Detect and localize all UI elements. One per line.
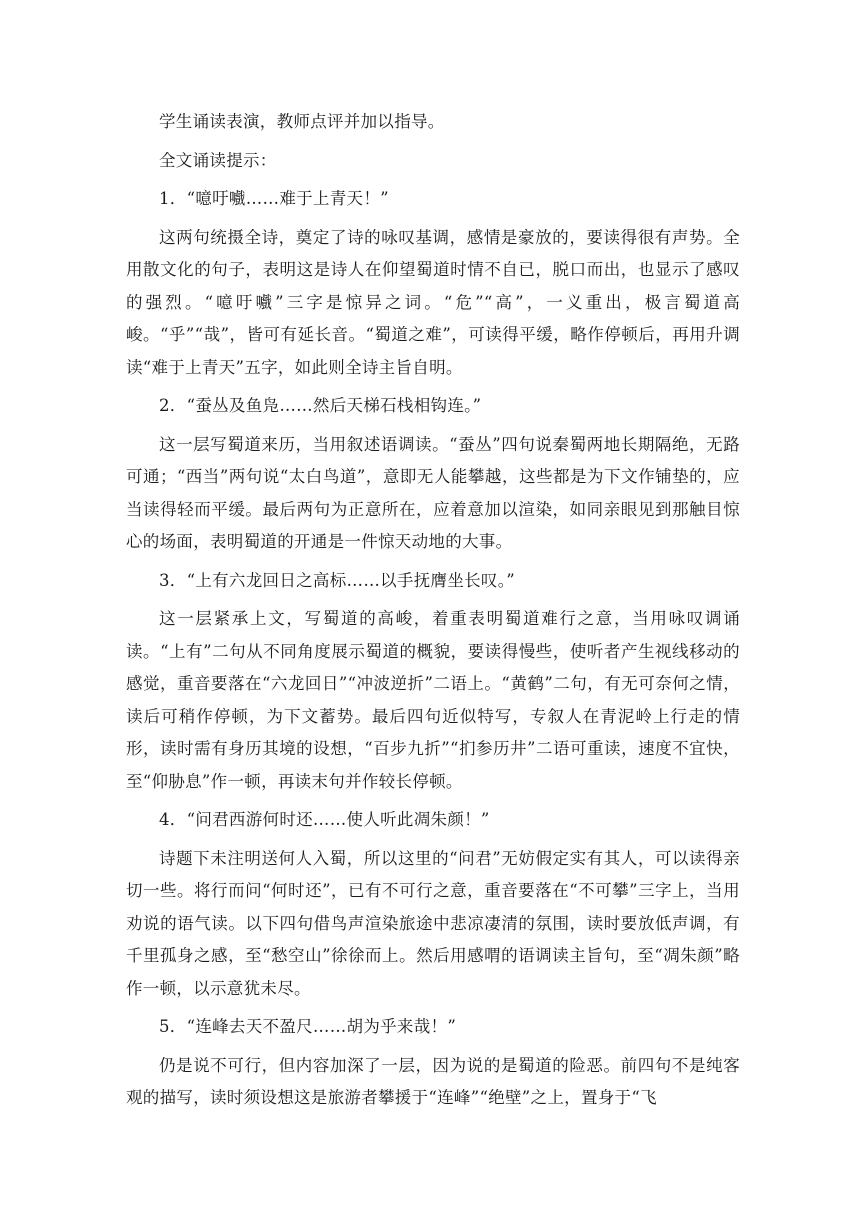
section-heading-1: 1．“噫吁嚱……难于上青天！” bbox=[159, 189, 389, 208]
section-heading-4: 4．“问君西游何时还……使人听此凋朱颜！” bbox=[159, 810, 490, 829]
section-heading-3: 3．“上有六龙回日之高标……以手抚膺坐长叹。” bbox=[159, 570, 516, 590]
section-heading-5: 5．“连峰去天不盈尺……胡为乎来哉！” bbox=[159, 1017, 457, 1036]
paragraph-tips-heading: 全文诵读提示： bbox=[159, 150, 277, 170]
paragraph-section-5: 仍是说不可行，但内容加深了一层，因为说的是蜀道的险恶。前四句不是纯客观的描写，读时须设想这是旅游者攀援于“连峰”“绝壁”之上，置身于“飞 bbox=[126, 1055, 740, 1107]
section-heading-2: 2．“蚕丛及鱼凫……然后天梯石栈相钩连。” bbox=[159, 396, 482, 415]
document-body bbox=[126, 106, 740, 1115]
paragraph-section-1: 这两句统摄全诗，奠定了诗的咏叹基调，感情是豪放的，要读得很有声势。全用散文化的句子，表明这是诗人在仰望蜀道时情不自已，脱口而出，也显示了感叹的强烈。“噫吁嚱”三字是惊异之词。“危”“高”，一义重出，极言蜀道高峻。“乎”“哉”，皆可有延长音。“蜀道之难”，可读得平缓，略作停顿后，再用升调读“难于上青天”五字，如此则全诗主旨自明。 bbox=[126, 227, 740, 377]
paragraph-section-4: 诗题下未注明送何人入蜀，所以这里的“问君”无妨假定实有其人，可以读得亲切一些。将行而问“何时还”，已有不可行之意，重音要落在“不可攀”三字上，当用劝说的语气读。以下四句借鸟声渲染旅途中悲凉凄清的氛围，读时要放低声调，有千里孤身之感，至“愁空山”徐徐而上。然后用感喟的语调读主旨句，至“凋朱颜”略作一顿，以示意犹未尽。 bbox=[126, 848, 740, 998]
paragraph-section-2: 这一层写蜀道来历，当用叙述语调读。“蚕丛”四句说秦蜀两地长期隔绝，无路可通；“西当”两句说“太白鸟道”，意即无人能攀越，这些都是为下文作铺垫的，应当读得轻而平缓。最后两句为正意所在，应着意加以渲染，如同亲眼见到那触目惊心的场面，表明蜀道的开通是一件惊天动地的大事。 bbox=[126, 434, 740, 551]
paragraph-section-3: 这一层紧承上文，写蜀道的高峻，着重表明蜀道难行之意，当用咏叹调诵读。“上有”二句从不同角度展示蜀道的概貌，要读得慢些，使听者产生视线移动的感觉，重音要落在“六龙回日”“冲波逆折”二语上。“黄鹤”二句，有无可奈何之情，读后可稍作停顿，为下文蓄势。最后四句近似特写，专叙人在青泥岭上行走的情形，读时需有身历其境的设想，“百步九折”“扪参历井”二语可重读，速度不宜快，至“仰胁息”作一顿，再读末句并作较长停顿。 bbox=[126, 609, 740, 791]
paragraph-intro: 学生诵读表演，教师点评并加以指导。 bbox=[159, 112, 445, 131]
